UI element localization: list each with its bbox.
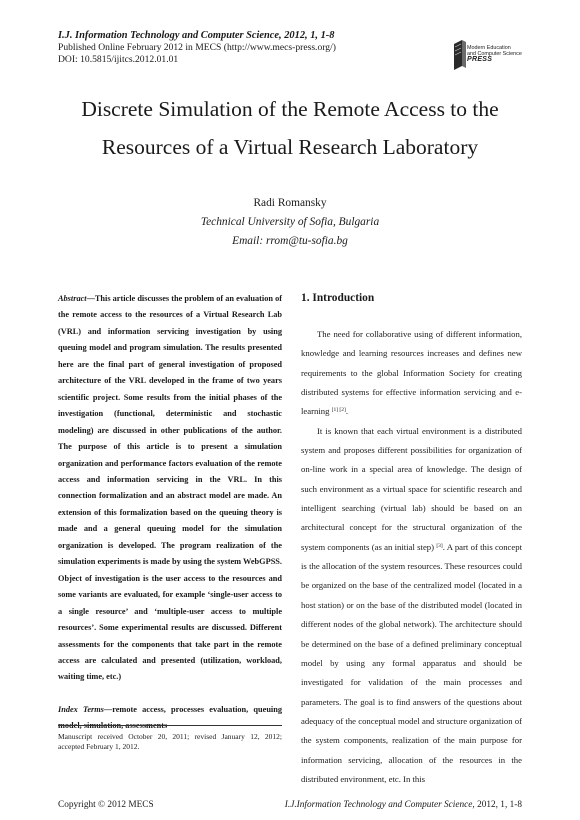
abstract [58,291,282,686]
paper-title: Discrete Simulation of the Remote Access to the Resources of a Virtual Research Laboratory [81,97,499,159]
abstract-text: —This article discusses the problem of an evaluation of the remote access to the resources of a Virtual Research Lab (VRL) and information servicing investigation by using queuing model and program simulation. The results presented here are the final part of general investigation of proposed architecture of the VRL developed in the frame of two years scientific project. Some results from the initial phases of the investigation (functional, deterministic and stochastic modeling) are discussed in other publications of the author. The purpose of this article is to present a simulation organization and performance factors evaluation of the remote access and information servicing in the VRL. In this connection formalization and an abstract model are made. An extension of this formalization based on the queuing theory is made and a general queuing model for the simulation organization is developed. The program realization of the simulation experiments is made by using the system WebGPSS. Object of investigation is the user access to the resources and some variants are evaluated, for example ‘single-user access to a single resource’ and ‘multiple-user access to multiple resources’. Some experimental results are discussed. Different assessments for the components that take part in the remote access are calculated and presented (utilization, workload, waiting time, etc.) [58,294,282,682]
footer-journal: I.J.Information Technology and Computer Science, 2012, 1, 1-8 [284,800,522,810]
citation-ref: [3] [436,542,443,549]
index-terms-label: Index Terms [58,704,104,714]
published-online: Published Online February 2012 in MECS (http://www.mecs-press.org/) [58,42,336,53]
journal-header [58,30,336,66]
manuscript-footnote: Manuscript received October 20, 2011; revised January 12, 2012; accepted February 1, 2012. [58,732,282,751]
citation-refs: [1] [2] [331,407,346,414]
author-name: Radi Romansky [253,197,327,209]
author-affiliation: Technical University of Sofia, Bulgaria [200,216,380,228]
journal-citation [58,30,336,42]
journal-issue: 2012, 1, 1-8 [284,30,335,41]
intro-paragraph-2: It is known that each virtual environment is a distributed system and proposes different possibilities for organization of on-line work in a special area of knowledge. The design of such environment as a virtual space for scientific research and intelligent searching (virtual lab) should be based on an architectural concept for the structural organization of the system components (as an initial step) [3]. A part of this concept is the allocation of the system resources. These resources could be organized on the base of the centralized model (located in a host station) or on the base of the distributed model (located in different nodes of the global network). The architecture should be determined on the base of a defined preliminary conceptual model by using any formal apparatus and should be investigated for validation of the main processes and parameters. The goal is to find answers of the questions about adequacy of the conceptual model and structure organization of the system components, realization of the main purpose for information servicing, allocation of the resources in the distributed environment, etc. In this [301,425,523,784]
journal-name: I.J. Information Technology and Computer Science, [58,30,282,41]
index-terms-text: —remote access, processes evaluation, queuing model, simulation, assessments [58,704,283,731]
left-column [58,291,282,743]
logo-text: Modern Education and Computer Science PRESS [467,45,522,64]
footer-copyright: Copyright © 2012 MECS [58,800,154,810]
doi: DOI: 10.5815/ijitcs.2012.01.01 [58,54,179,65]
section-heading-introduction: 1. Introduction [301,292,375,304]
footnote-divider [58,725,282,726]
mecs-press-logo [452,34,532,78]
right-column [301,291,522,789]
book-stack-icon [452,40,468,72]
abstract-label: Abstract [58,294,87,303]
index-terms [58,702,282,735]
author-email: Email: rrom@tu-sofia.bg [232,235,348,247]
intro-paragraph-1: The need for collaborative using of different information, knowledge and learning resources increases and defines new requirements to the global Information Society for creating distributed systems for effective information servicing and e-learning [1] [2]. [301,329,522,417]
